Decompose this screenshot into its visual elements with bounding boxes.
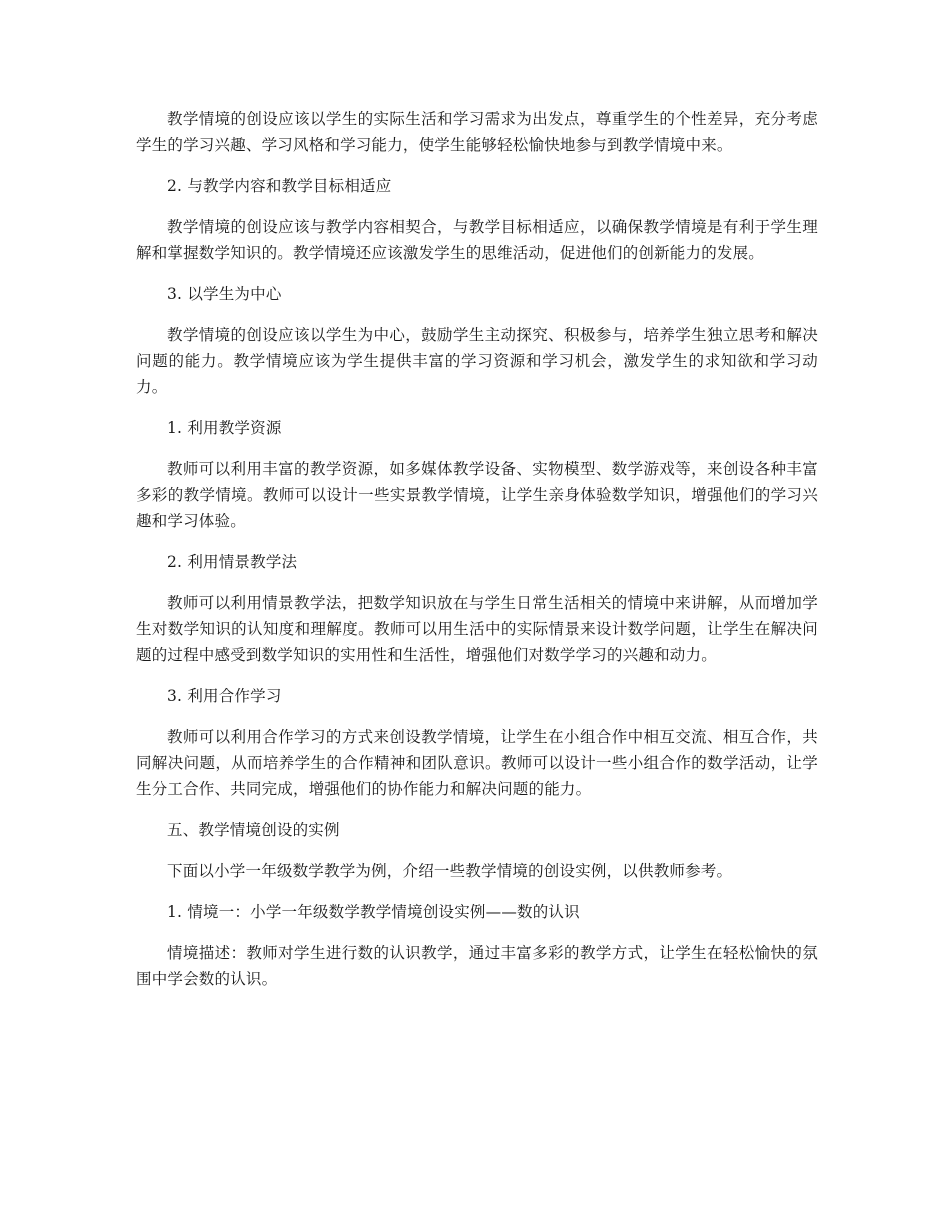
paragraph-cooperative-learning: 教师可以利用合作学习的方式来创设教学情境，让学生在小组合作中相互交流、相互合作，共同解决问题，从而培养学生的合作精神和团队意识。教师可以设计一些小组合作的数学活动，让学生分工合作、共同完成，增强他们的协作能力和解决问题的能力。 [136,728,818,798]
heading-situational-teaching: 2. 利用情景教学法 [167,553,298,571]
heading-align-with-content: 2. 与教学内容和教学目标相适应 [167,177,392,195]
paragraph-student-needs: 教学情境的创设应该以学生的实际生活和学习需求为出发点，尊重学生的个性差异，充分考虑学生的学习兴趣、学习风格和学习能力，使学生能够轻松愉快地参与到教学情境中来。 [136,110,818,154]
heading-use-resources: 1. 利用教学资源 [167,419,282,437]
paragraph-use-resources: 教师可以利用丰富的教学资源，如多媒体教学设备、实物模型、数学游戏等，来创设各种丰富多彩的教学情境。教师可以设计一些实景教学情境，让学生亲身体验数学知识，增强他们的学习兴趣和学习体验。 [136,460,818,530]
document-body [136,106,818,1007]
heading-scenario-one: 1. 情境一：小学一年级数学教学情境创设实例——数的认识 [167,903,580,921]
paragraph-situational-teaching: 教师可以利用情景教学法，把数学知识放在与学生日常生活相关的情境中来讲解，从而增加学生对数学知识的认知度和理解度。教师可以用生活中的实际情景来设计数学问题，让学生在解决问题的过程中感受到数学知识的实用性和生活性，增强他们对数学学习的兴趣和动力。 [136,594,818,664]
section-heading-examples: 五、教学情境创设的实例 [167,821,340,839]
paragraph-examples-intro: 下面以小学一年级数学教学为例，介绍一些教学情境的创设实例，以供教师参考。 [167,862,733,880]
paragraph-student-centered: 教学情境的创设应该以学生为中心，鼓励学生主动探究、积极参与，培养学生独立思考和解决问题的能力。教学情境应该为学生提供丰富的学习资源和学习机会，激发学生的求知欲和学习动力。 [136,326,818,396]
paragraph-align-with-content: 教学情境的创设应该与教学内容相契合，与教学目标相适应，以确保教学情境是有利于学生理解和掌握数学知识的。教学情境还应该激发学生的思维活动，促进他们的创新能力的发展。 [136,218,818,262]
heading-student-centered: 3. 以学生为中心 [167,285,282,303]
paragraph-scenario-description: 情境描述：教师对学生进行数的认识教学，通过丰富多彩的教学方式，让学生在轻松愉快的氛围中学会数的认识。 [136,944,818,988]
heading-cooperative-learning: 3. 利用合作学习 [167,687,282,705]
